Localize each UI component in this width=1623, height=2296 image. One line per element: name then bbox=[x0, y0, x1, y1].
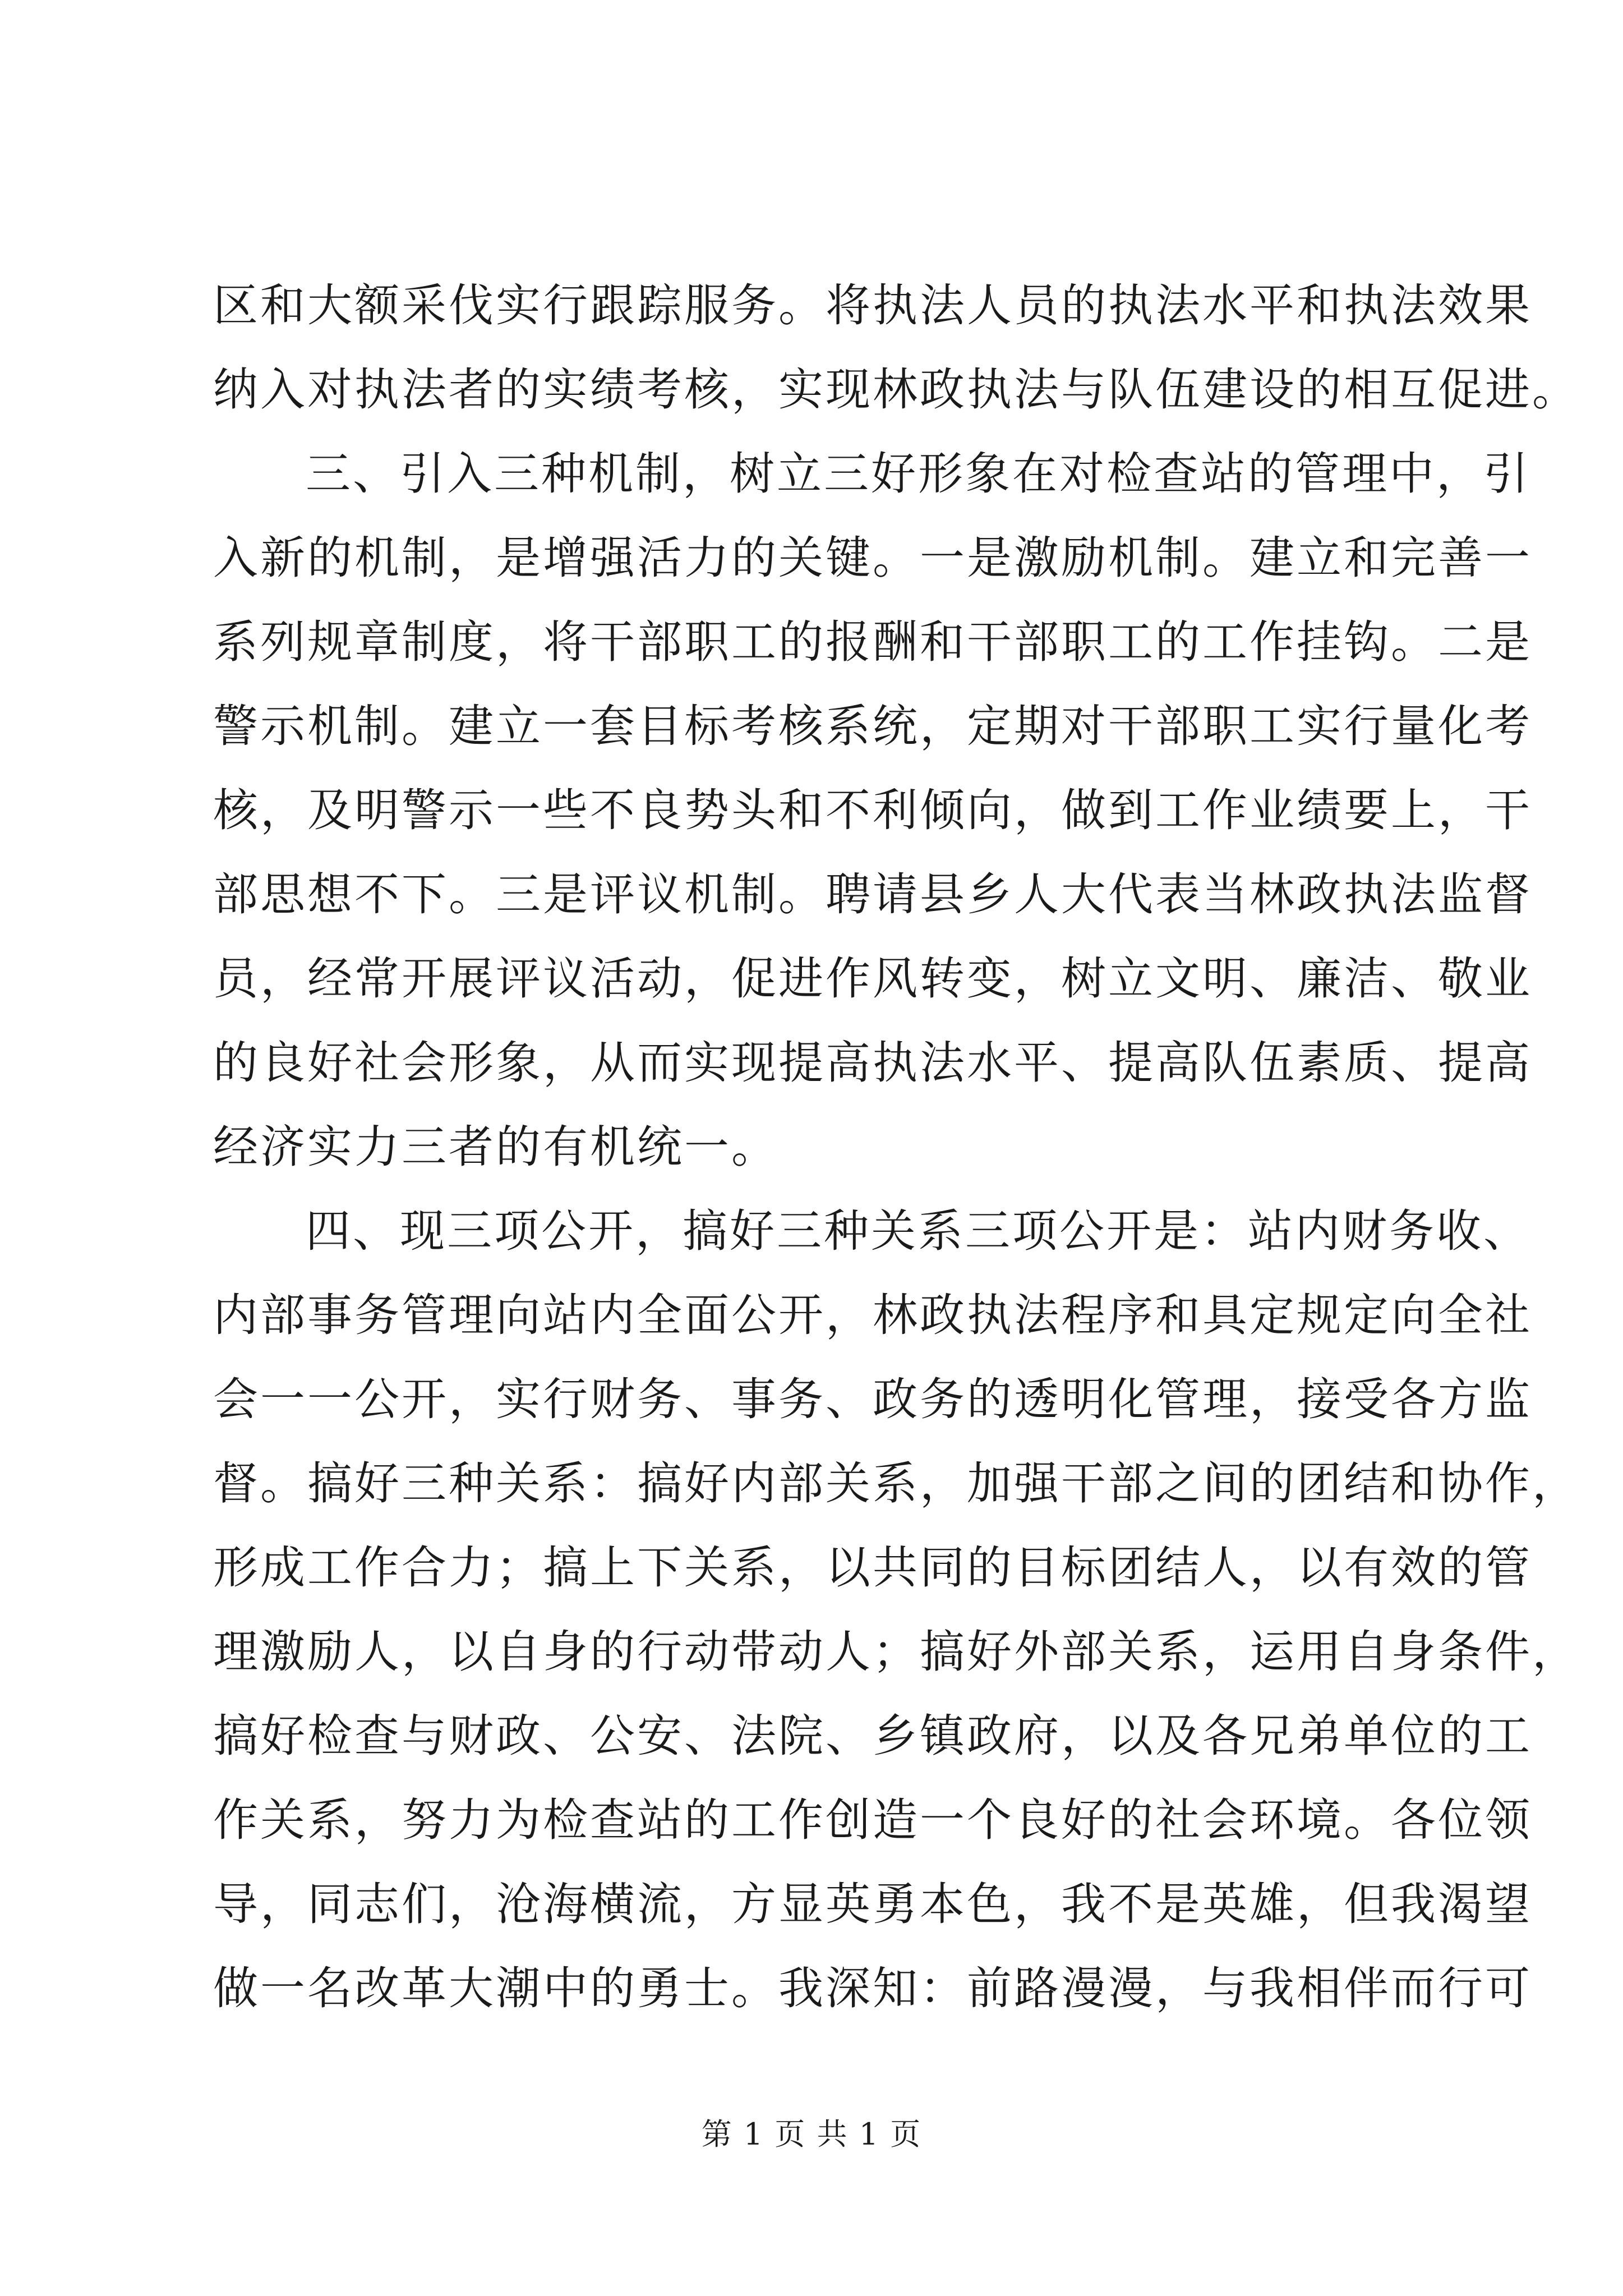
paragraph-start-line: 三、引入三种机制，树立三好形象在对检查站的管理中，引 bbox=[306, 448, 1530, 500]
text-line: 导，同志们，沧海横流，方显英勇本色，我不是英雄，但我渴望 bbox=[213, 1878, 1532, 1930]
text-line: 区和大额采伐实行跟踪服务。将执法人员的执法水平和执法效果 bbox=[213, 279, 1532, 332]
text-line: 部思想不下。三是评议机制。聘请县乡人大代表当林政执法监督 bbox=[213, 868, 1532, 921]
text-line: 入新的机制，是增强活力的关键。一是激励机制。建立和完善一 bbox=[213, 532, 1532, 584]
text-line: 警示机制。建立一套目标考核系统，定期对干部职工实行量化考 bbox=[213, 700, 1532, 752]
text-line: 理激励人，以自身的行动带动人；搞好外部关系，运用自身条件， bbox=[213, 1626, 1579, 1678]
text-line: 系列规章制度，将干部职工的报酬和干部职工的工作挂钩。二是 bbox=[213, 616, 1532, 668]
text-line: 会一一公开，实行财务、事务、政务的透明化管理，接受各方监 bbox=[213, 1373, 1532, 1425]
text-line: 作关系，努力为检查站的工作创造一个良好的社会环境。各位领 bbox=[213, 1794, 1532, 1846]
text-line: 纳入对执法者的实绩考核，实现林政执法与队伍建设的相互促进。 bbox=[213, 364, 1579, 416]
text-line: 搞好检查与财政、公安、法院、乡镇政府，以及各兄弟单位的工 bbox=[213, 1710, 1532, 1762]
text-line: 做一名改革大潮中的勇士。我深知：前路漫漫，与我相伴而行可 bbox=[213, 1962, 1532, 2014]
document-body bbox=[213, 264, 1579, 2031]
page-number-footer: 第 1 页 共 1 页 bbox=[701, 2116, 922, 2152]
text-line: 形成工作合力；搞上下关系，以共同的目标团结人，以有效的管 bbox=[213, 1542, 1532, 1594]
text-line: 经济实力三者的有机统一。 bbox=[213, 1121, 778, 1173]
paragraph-start-line: 四、现三项公开，搞好三种关系三项公开是：站内财务收、 bbox=[306, 1205, 1530, 1257]
text-line: 督。搞好三种关系：搞好内部关系，加强干部之间的团结和协作， bbox=[213, 1457, 1579, 1510]
text-line: 员，经常开展评议活动，促进作风转变，树立文明、廉洁、敬业 bbox=[213, 953, 1532, 1005]
text-line: 的良好社会形象，从而实现提高执法水平、提高队伍素质、提高 bbox=[213, 1037, 1532, 1089]
text-line: 内部事务管理向站内全面公开，林政执法程序和具定规定向全社 bbox=[213, 1289, 1532, 1341]
text-line: 核，及明警示一些不良势头和不利倾向，做到工作业绩要上，干 bbox=[213, 784, 1532, 836]
